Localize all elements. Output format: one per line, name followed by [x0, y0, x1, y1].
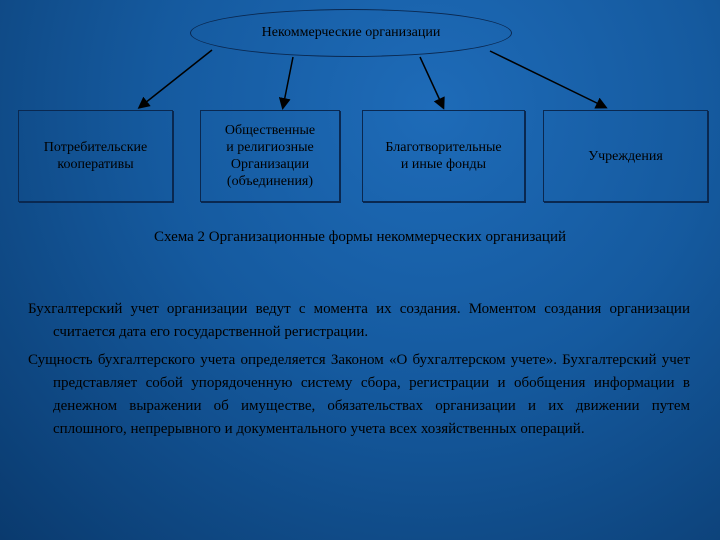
- root-label: Некоммерческие организации: [261, 25, 441, 40]
- arrow-4: [490, 51, 605, 107]
- arrow-1: [140, 50, 212, 107]
- node-consumer-cooperatives: [18, 110, 173, 202]
- node-label: Учреждения: [588, 148, 663, 164]
- arrow-3: [420, 57, 443, 107]
- diagram-caption: Схема 2 Организационные формы некоммерческих организаций: [153, 229, 567, 245]
- node-charitable-funds: [362, 110, 525, 202]
- node-label: Благотворительные и иные фонды: [385, 140, 502, 172]
- root-node: [190, 9, 512, 57]
- arrow-2: [283, 57, 293, 107]
- node-label: Общественные и религиозные Организации (объединения): [224, 123, 316, 189]
- node-institutions: [543, 110, 708, 202]
- paragraph-1: Бухгалтерский учет организации ведут с момента их создания. Моментом создания организации считается дата его государственной регистрации.: [28, 301, 690, 340]
- paragraph-2: Сущность бухгалтерского учета определяется Законом «О бухгалтерском учете». Бухгалтерский учет представляет собой упорядоченную систему сбора, регистрации и обобщения информации в денежном выражении об имуществе, обязательствах организации и их движении путем сплошного, непрерывного и документального учета всех хозяйственных операций.: [28, 352, 690, 437]
- node-public-religious-organizations: [200, 110, 340, 202]
- node-label: Потребительские кооперативы: [43, 140, 148, 172]
